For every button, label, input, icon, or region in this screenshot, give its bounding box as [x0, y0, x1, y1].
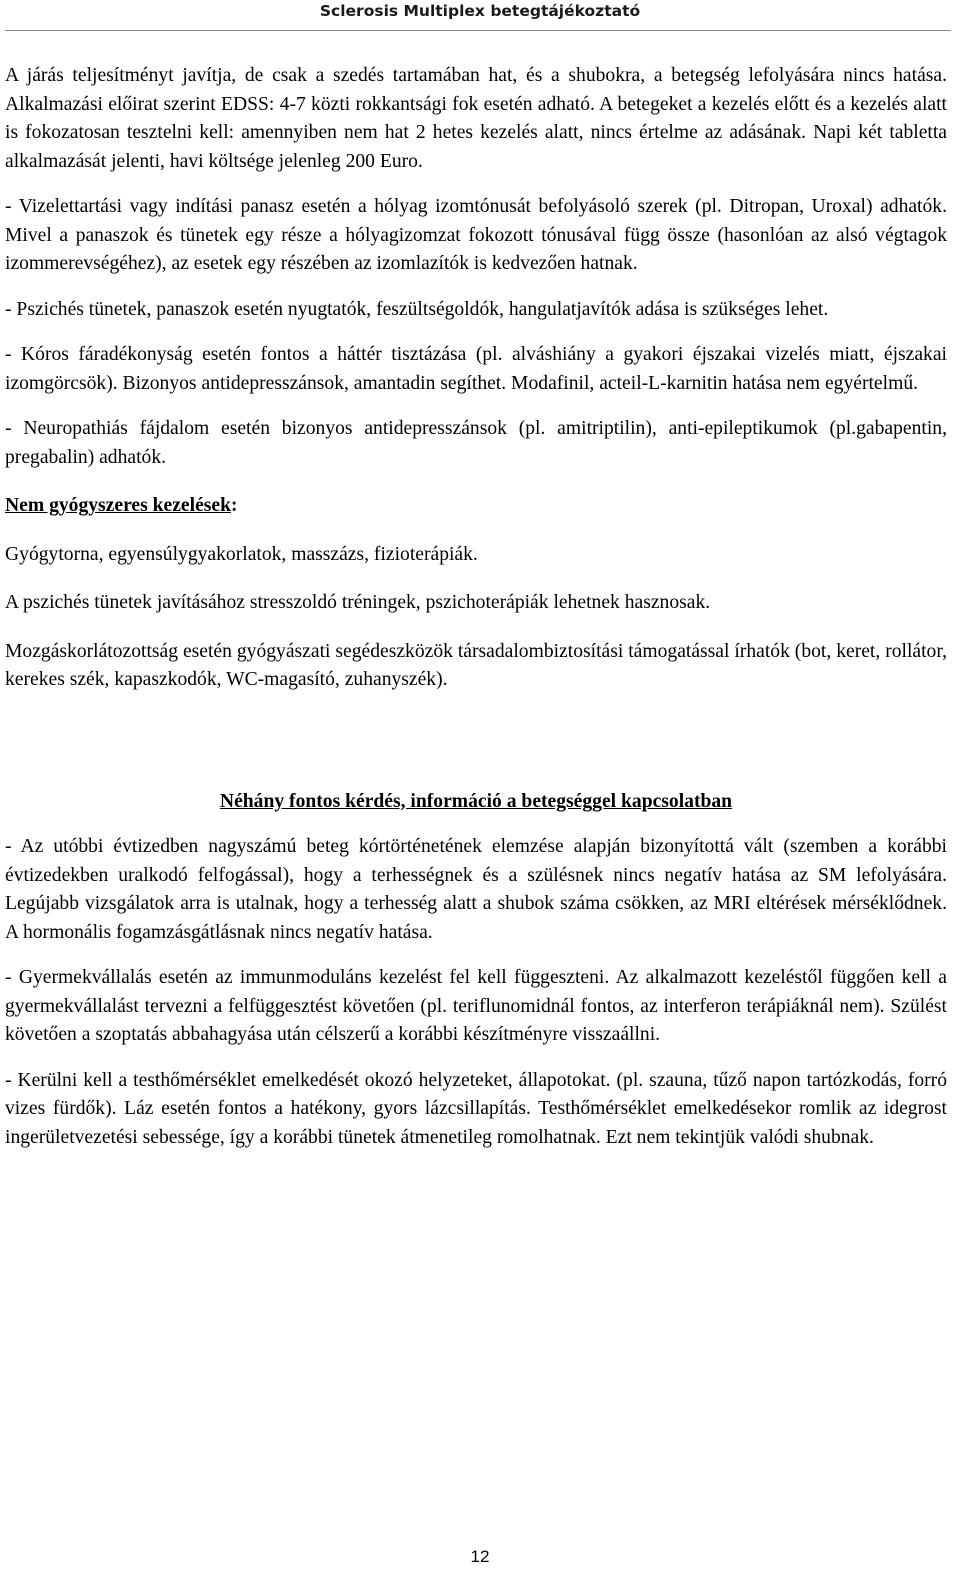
paragraph-pregnancy: - Az utóbbi évtizedben nagyszámú beteg kórtörténetének elemzése alapján bizonyítottá vált (szemben a korábbi évtizedekben uralkodó felfogással), hogy a terhességnek és a szülésnek nincs negatív hatása az SM lefolyására. Legújabb vizsgálatok arra is utalnak, hogy a terhesség alatt a shubok száma csökken, az MRI eltérések mérséklődnek. A hormonális fogamzásgátlásnak nincs negatív hatása. [5, 836, 947, 943]
heading-label: Nem gyógyszeres kezelések [5, 495, 231, 516]
paragraph-neuropathic-pain: - Neuropathiás fájdalom esetén bizonyos antidepresszánsok (pl. amitriptilin), anti-epileptikumok (pl.gabapentin, pregabalin) adhatók. [5, 418, 947, 468]
paragraph-aids: Mozgáskorlátozottság esetén gyógyászati segédeszközök társadalombiztosítási támogatással írhatók (bot, keret, rollátor, kerekes szék, kapaszkodók, WC-magasító, zuhanyszék). [5, 640, 947, 690]
heading-non-drug-treatments [5, 492, 947, 521]
page-number: 12 [470, 1547, 490, 1566]
header-divider [5, 30, 951, 31]
paragraph-fatigue: - Kóros fáradékonyság esetén fontos a háttér tisztázása (pl. alváshiány a gyakori éjszakai vizelés miatt, éjszakai izomgörcsök). Bizonyos antidepresszánsok, amantadin segíthet. Modafinil, acteil-L-karnitin hatása nem egyértelmű. [5, 344, 947, 394]
section-title: Néhány fontos kérdés, információ a betegséggel kapcsolatban [219, 790, 733, 812]
paragraph-ampyra: A járás teljesítményt javítja, de csak a szedés tartamában hat, és a shubokra, a betegség lefolyására nincs hatása. Alkalmazási előirat szerint EDSS: 4-7 közti rokkantsági fok esetén adható. A betegeket a kezelés előtt és a kezelés alatt is fokozatosan tesztelni kell: amennyiben nem hat 2 hetes kezelés alatt, nincs értelme az adásának. Napi két tabletta alkalmazását jelenti, havi költsége jelenleg 200 Euro. [5, 65, 947, 172]
heading-colon: : [230, 495, 238, 516]
paragraph-physiotherapy: Gyógytorna, egyensúlygyakorlatok, masszázs, fizioterápiák. [5, 543, 478, 565]
paragraph-childbearing: - Gyermekvállalás esetén az immunmoduláns kezelést fel kell függeszteni. Az alkalmazott kezeléstől függően kell a gyermekvállalást tervezni a felfüggesztést követően (pl. teriflunomidnál fontos, az interferon terápiáknál nem). Szülést követően a szoptatás abbahagyása után célszerű a korábbi készítményre visszaállni. [5, 967, 947, 1045]
page-header-title: Sclerosis Multiplex betegtájékoztató [319, 2, 641, 20]
paragraph-psychotherapy: A pszichés tünetek javításához stresszoldó tréningek, pszichoterápiák lehetnek hasznosak. [5, 592, 711, 613]
paragraph-body-temperature: - Kerülni kell a testhőmérséklet emelkedését okozó helyzeteket, állapotokat. (pl. szauna, tűző napon tartózkodás, forró vizes fürdők). Láz esetén fontos a hatékony, gyors lázcsillapítás. Testhőmérséklet emelkedésekor romlik az idegrost ingerületvezetési sebessége, így a korábbi tünetek átmenetileg romolhatnak. Ezt nem tekintjük valódi shubnak. [5, 1069, 947, 1148]
document-body [5, 62, 947, 1152]
paragraph-psychic: - Pszichés tünetek, panaszok esetén nyugtatók, feszültségoldók, hangulatjavítók adása is szükséges lehet. [5, 298, 829, 320]
paragraph-bladder: - Vizelettartási vagy indítási panasz esetén a hólyag izomtónusát befolyásoló szerek (pl. Ditropan, Uroxal) adhatók. Mivel a panaszok és tünetek egy része a hólyagizomzat fokozott tónusával függ össze (hasonlóan az alsó végtagok izommerevségéhez), az esetek egy részében az izomlazítók is kedvezően hatnak. [5, 196, 947, 274]
